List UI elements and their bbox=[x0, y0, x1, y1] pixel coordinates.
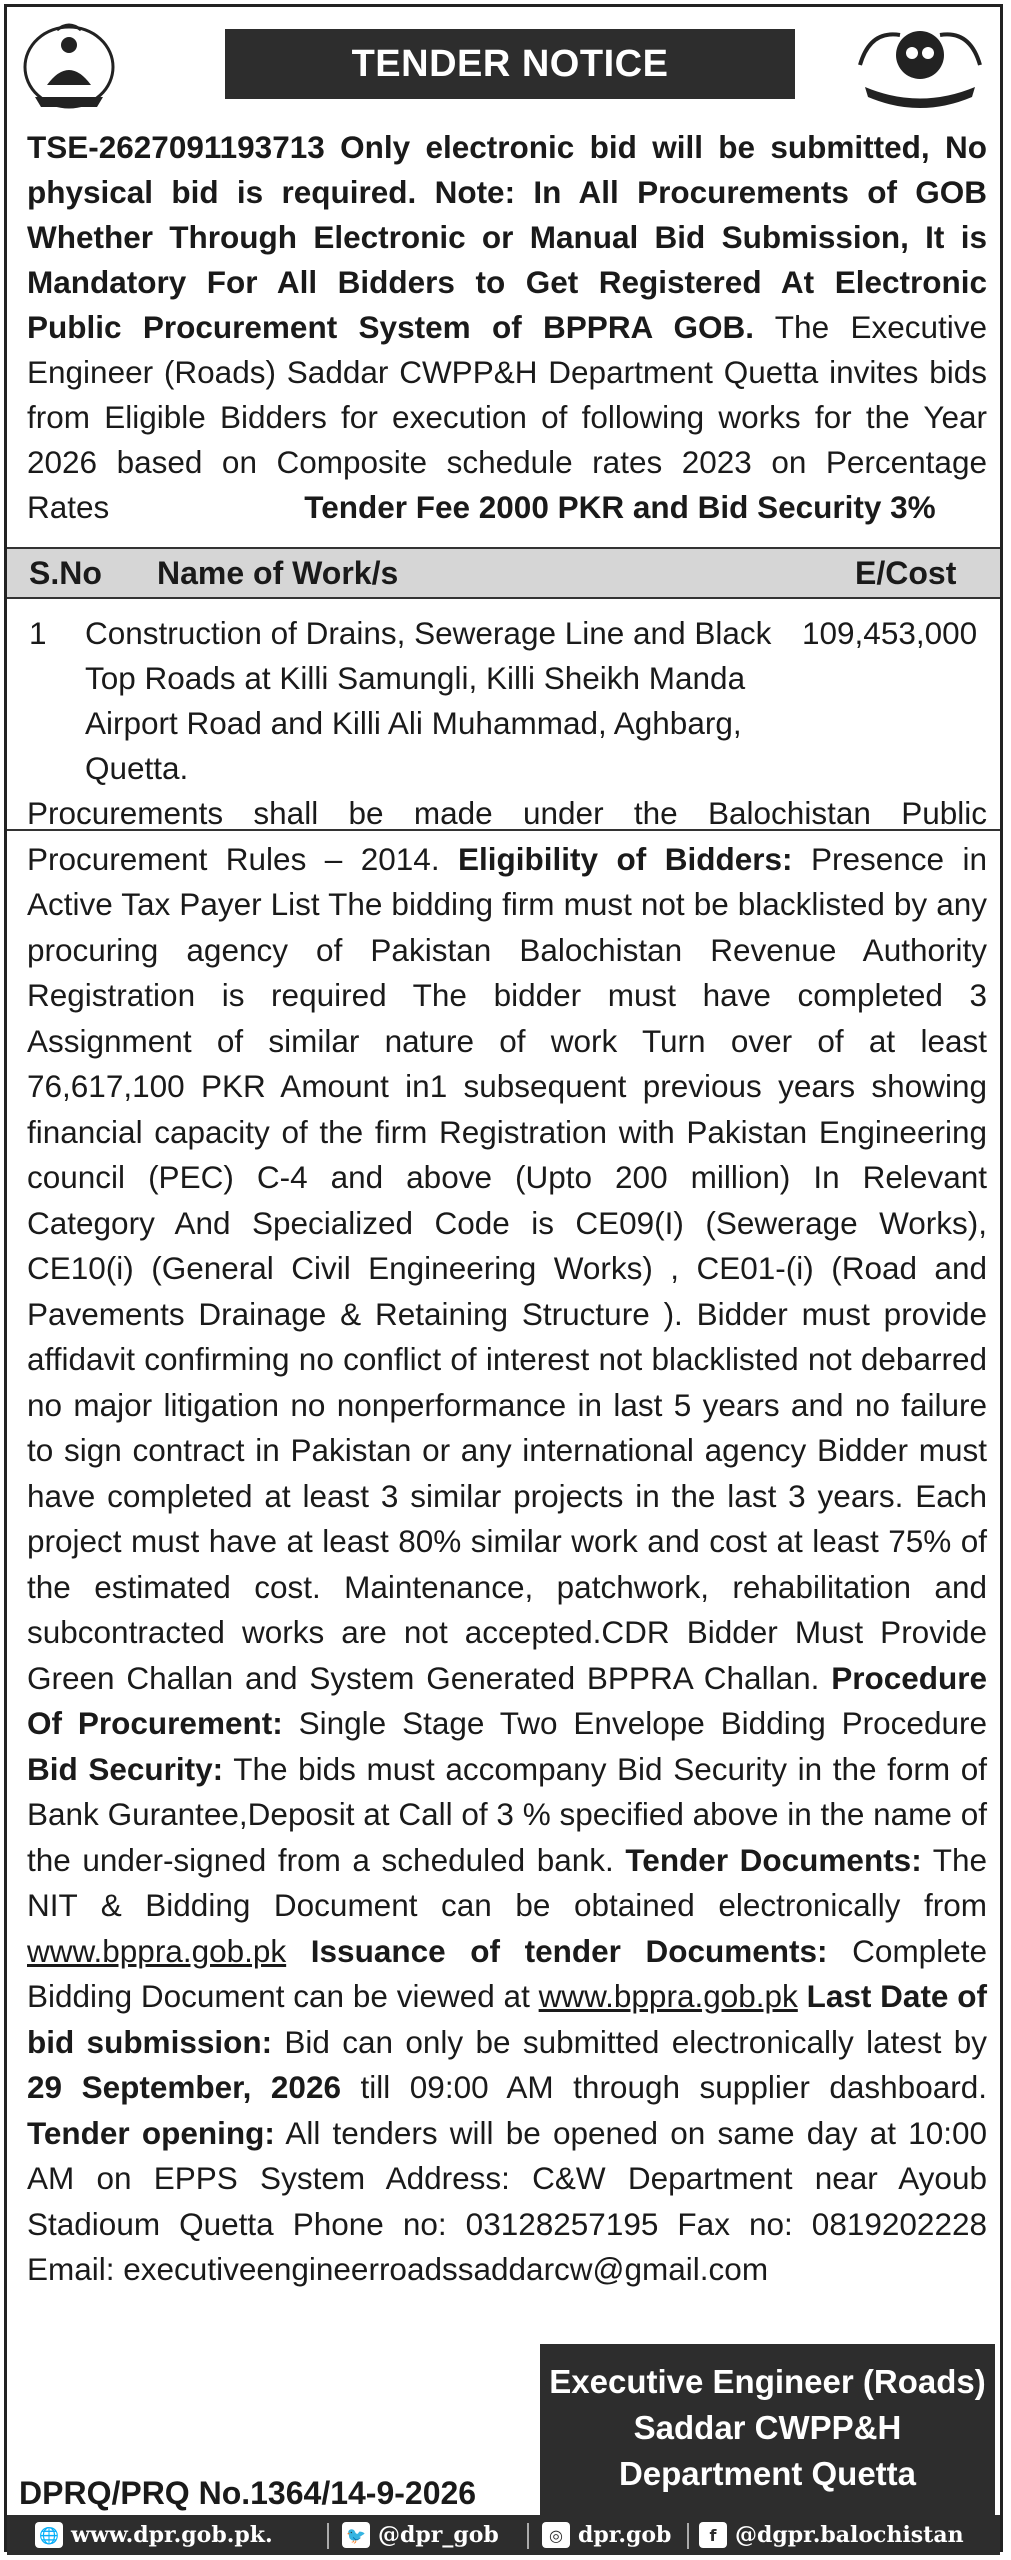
twitter-text: @dpr_gob bbox=[378, 2522, 499, 2548]
table-header bbox=[7, 547, 1000, 599]
row-sno: 1 bbox=[29, 615, 47, 651]
footer-divider bbox=[327, 2523, 329, 2549]
footer-bar bbox=[7, 2515, 1000, 2555]
bppra-link[interactable]: www.bppra.gob.pk bbox=[27, 1932, 287, 1969]
bid-security-heading: Bid Security: bbox=[27, 1750, 224, 1787]
website-text: www.dpr.gob.pk. bbox=[71, 2522, 273, 2548]
header-sno: S.No bbox=[29, 555, 102, 591]
procedure-heading: Procedure Of Procurement: bbox=[27, 1659, 987, 1741]
tender-documents-heading: Tender Documents: bbox=[625, 1841, 922, 1878]
last-date-heading: Last Date of bid submission: bbox=[27, 1978, 987, 2060]
twitter-icon: 🐦 bbox=[342, 2522, 370, 2548]
eligibility-heading: Eligibility of Bidders: bbox=[458, 840, 793, 877]
submission-date: 29 September, 2026 bbox=[27, 2069, 341, 2105]
globe-icon: 🌐 bbox=[35, 2522, 63, 2548]
body-text: Procurements shall be made under the Balochistan Public Procurement Rules – 2014. bbox=[27, 795, 987, 877]
signature-line: Saddar CWPP&H bbox=[633, 2409, 902, 2446]
header-estimated-cost: E/Cost bbox=[855, 555, 957, 591]
footer-website[interactable] bbox=[35, 2522, 273, 2548]
facebook-text: @dgpr.balochistan bbox=[735, 2522, 964, 2548]
body-text: The bids must accompany Bid Security in the form of Bank Gurantee,Deposit at Call of 3 % specified above in the name of the under-signed from a scheduled bank. bbox=[27, 1750, 987, 1878]
header bbox=[7, 7, 1000, 117]
notice-frame bbox=[4, 4, 1003, 2552]
issuance-heading: Issuance of tender Documents: bbox=[286, 1932, 828, 1969]
footer-instagram[interactable] bbox=[542, 2522, 671, 2548]
body-text: Single Stage Two Envelope Bidding Procedure bbox=[282, 1705, 987, 1741]
footer-facebook[interactable] bbox=[699, 2522, 964, 2548]
body-text: Complete Bidding Document can be viewed at bbox=[27, 1932, 987, 2014]
intro-normal-text: The Executive Engineer (Roads) Saddar CWPP&H Department Quetta invites bids from Eligible Bidders for execution of following works for the Year 2026 based on Composite schedule rates 2023 on Percentage Rates bbox=[27, 309, 988, 525]
body-paragraph bbox=[27, 791, 987, 2293]
header-name-of-work: Name of Work/s bbox=[157, 555, 399, 591]
row-cost: 109,453,000 bbox=[802, 615, 978, 651]
body-text: Presence in Active Tax Payer List The bidding firm must not be blacklisted by any procuring agency of Pakistan Balochistan Revenue Authority Registration is required The bidder must have completed 3 Assignment of similar nature of work Turn over of at least 76,617,100 PKR Amount in1 subsequent previous years showing financial capacity of the firm Registration with Pakistan Engineering council (PEC) C-4 and above (Upto 200 million) In Relevant Category And Specialized Code is CE09(I) (Sewerage Works), CE10(i) (General Civil Engineering Works) , CE01-(i) (Road and Pavements Drainage & Retaining Structure ). Bidder must provide affidavit confirming no conflict of interest not blacklisted not debarred no major litigation no nonperformance in last 5 years and no failure to sign contract in Pakistan or any international agency Bidder must have completed at least 3 similar projects in the last 3 years. Each project must have at least 80% similar work and cost at least 75% of the estimated cost. Maintenance, patchwork, rehabilitation and subcontracted works are not accepted.CDR Bidder Must Provide Green Challan and System Generated BPPRA Challan. bbox=[27, 840, 987, 1696]
body-text: Bid can only be submitted electronically latest by bbox=[272, 2023, 988, 2060]
instagram-text: dpr.gob bbox=[578, 2522, 672, 2548]
body-text: The NIT & Bidding Document can be obtained electronically from bbox=[27, 1841, 988, 1923]
balochistan-emblem-logo bbox=[17, 15, 122, 113]
reference-number: DPRQ/PRQ No.1364/14-9-2026 bbox=[19, 2475, 477, 2511]
works-table bbox=[7, 547, 1000, 831]
bppra-link[interactable]: www.bppra.gob.pk bbox=[538, 1978, 798, 2014]
signature-block bbox=[540, 2344, 995, 2517]
signature-line: Executive Engineer (Roads) bbox=[549, 2363, 986, 2400]
facebook-icon: f bbox=[699, 2522, 727, 2548]
tender-opening-heading: Tender opening: bbox=[27, 2114, 275, 2151]
footer-twitter[interactable] bbox=[342, 2522, 499, 2548]
row-work-name: Construction of Drains, Sewerage Line and Black Top Roads at Killi Samungli, Killi Sheikh Manda Airport Road and Killi Ali Muhammad, Aghbarg, Quetta. bbox=[85, 615, 772, 786]
intro-paragraph bbox=[27, 125, 987, 530]
footer-divider bbox=[527, 2523, 529, 2549]
tender-fee-line: Tender Fee 2000 PKR and Bid Security 3% bbox=[304, 489, 936, 525]
tender-notice-title: TENDER NOTICE bbox=[225, 29, 795, 99]
dgpr-logo bbox=[850, 15, 990, 113]
footer-divider bbox=[687, 2523, 689, 2549]
signature-line: Department Quetta bbox=[618, 2455, 917, 2492]
body-text: till 09:00 AM through supplier dashboard. bbox=[340, 2069, 987, 2105]
instagram-icon: ◎ bbox=[542, 2522, 570, 2548]
body-text: All tenders will be opened on same day at 10:00 AM on EPPS System Address: C&W Department near Ayoub Stadioum Quetta Phone no: 03128257195 Fax no: 0819202228 Email: executiveengineerroadssaddarcw@gmail.com bbox=[27, 2114, 988, 2287]
intro-bold-text: TSE-2627091193713 Only electronic bid will be submitted, No physical bid is required. Note: In All Procurements of GOB Whether Through Electronic or Manual Bid Submission, It is Mandatory For All Bidders to Get Registered At Electronic Public Procurement System of BPPRA GOB. bbox=[27, 129, 987, 345]
